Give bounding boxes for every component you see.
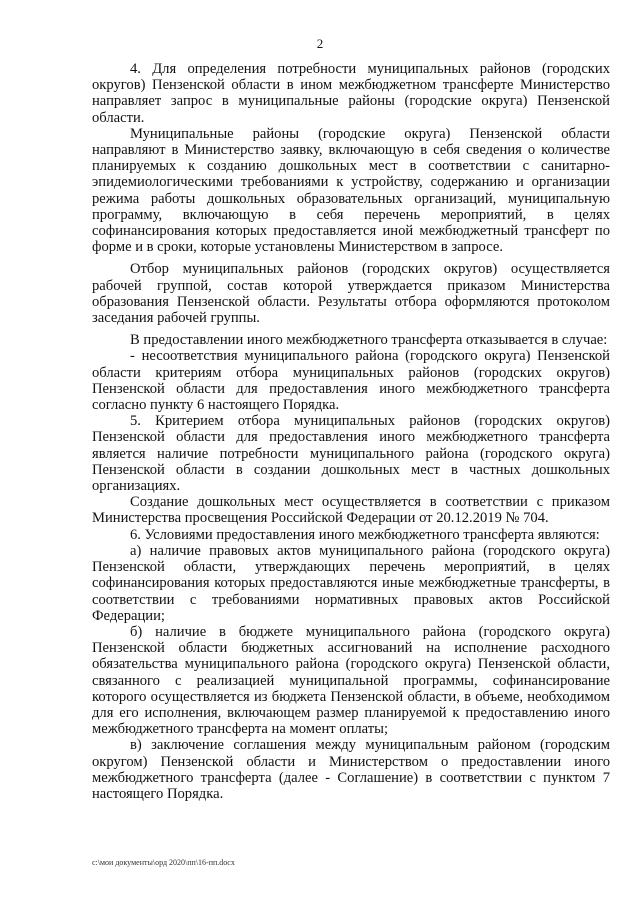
paragraph-item-5-criterion: 5. Критерием отбора муниципальных районов (городских округов) Пензенской области для предоставления иного межбюджетного трансферта является наличие потребности муниципального района (городского округа) Пензенской области в создании дошкольных мест в частных дошкольных организациях. (92, 413, 610, 495)
paragraph-order-704: Создание дошкольных мест осуществляется в соответствии с приказом Министерства просвещения Российской Федерации от 20.12.2019 № 704. (92, 494, 610, 527)
paragraph-item-4-request: 4. Для определения потребности муниципальных районов (городских округов) Пензенской области в ином межбюджетном трансферте Министерство направляет запрос в муниципальные районы (городские округа) Пензенской области. (92, 61, 610, 126)
paragraph-refusal-criteria: - несоответствия муниципального района (городского округа) Пензенской области критериям отбора муниципальных районов (городских округов) Пензенской области для предоставления иного межбюджетного трансферта согласно пункту 6 настоящего Порядка. (92, 348, 610, 414)
paragraph-refusal: В предоставлении иного межбюджетного трансферта отказывается в случае: (130, 332, 608, 349)
file-path-footer: c:\мои документы\орд 2020\пп\16-пп.docx (92, 858, 235, 867)
document-body (92, 61, 610, 802)
page-number: 2 (316, 36, 324, 51)
paragraph-condition-b: б) наличие в бюджете муниципального района (городского округа) Пензенской области бюджетных ассигнований на исполнение расходного обязательства муниципального района (городского округа) Пензенской области, связанного с реализацией муниципальной программы, софинансирование которого осуществляется из бюджета Пензенской области, в объеме, необходимом для его исполнения, включающем размер планируемой к предоставлению иного межбюджетного трансферта на момент оплаты; (92, 623, 610, 738)
paragraph-application: Муниципальные районы (городские округа) Пензенской области направляют в Министерство заявку, включающую в себя сведения о количестве планируемых к созданию дошкольных мест в соответствии с санитарно-эпидемиологическими требованиями к устройству, содержанию и организации режима работы дошкольных образовательных организаций, муниципальную программу, включающую в себя перечень мероприятий, в целях софинансирования которых предоставляется иной межбюджетный трансферт по форме и в сроки, которые установлены Министерством в запросе. (92, 125, 610, 256)
paragraph-selection-working-group: Отбор муниципальных районов (городских округов) осуществляется рабочей группой, состав которой утверждается приказом Министерства образования Пензенской области. Результаты отбора оформляются протоколом заседания рабочей группы. (92, 261, 610, 327)
paragraph-condition-a: а) наличие правовых актов муниципального района (городского округа) Пензенской области, утверждающих перечень мероприятий, в целях софинансирования которых предоставляются иные межбюджетные трансферты, в соответствии с требованиями нормативных правовых актов Российской Федерации; (92, 542, 610, 624)
paragraph-condition-c: в) заключение соглашения между муниципальным районом (городским округом) Пензенской области и Министерством о предоставлении иного межбюджетного трансферта (далее - Соглашение) в соответствии с пунктом 7 настоящего Порядка. (92, 737, 610, 802)
paragraph-item-6-conditions: 6. Условиями предоставления иного межбюджетного трансферта являются: (130, 526, 600, 543)
